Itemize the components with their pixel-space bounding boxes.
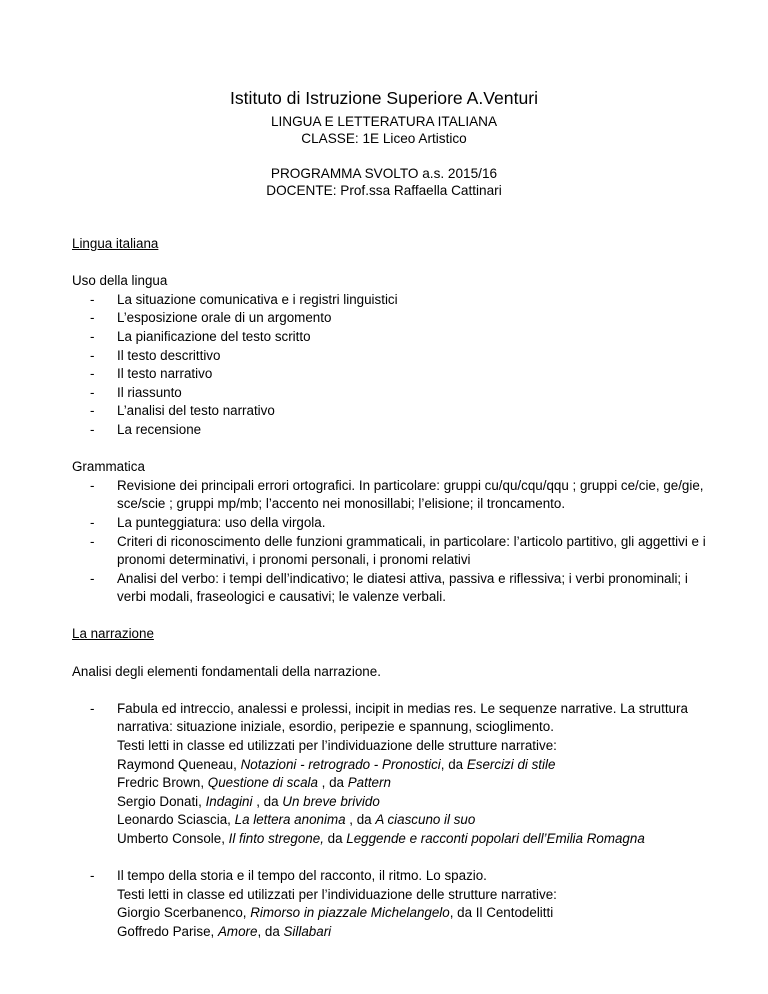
section-title-narrazione: La narrazione (72, 626, 154, 642)
work-entry: Sergio Donati, Indagini , da Un breve brivido (117, 793, 380, 809)
work-entry: Fredric Brown, Questione di scala , da Pattern (117, 775, 391, 791)
work-entry: Giorgio Scerbanenco, Rimorso in piazzale Michelangelo, da Il Centodelitti (117, 905, 554, 921)
document-body (72, 235, 712, 942)
programme-title: PROGRAMMA SVOLTO a.s. 2015/16 (270, 166, 498, 181)
list-item: - La punteggiatura: uso della virgola. (72, 514, 712, 533)
work-entry: Raymond Queneau, Notazioni - retrogrado - Pronostici, da Esercizi di stile (117, 756, 556, 772)
class-label: CLASSE: 1E Liceo Artistico (301, 131, 467, 146)
list-item: - Il testo descrittivo (72, 347, 712, 366)
block2-testi-label: Testi letti in classe ed utilizzati per l’individuazione delle strutture narrative: (117, 886, 557, 902)
work-entry: Umberto Console, Il finto stregone, da Leggende e racconti popolari dell’Emilia Romagna (117, 831, 645, 846)
list-item: - La pianificazione del testo scritto (72, 328, 712, 347)
block1-text: - Fabula ed intreccio, analessi e prolessi, incipit in medias res. Le sequenze narrative. La struttura narrativa: situazione iniziale, esordio, peripezie e spannung, scioglimento. (117, 700, 688, 735)
list-item (72, 700, 712, 849)
list-item (72, 867, 712, 941)
grammatica-list (72, 477, 712, 607)
block2-text: - Il tempo della storia e il tempo del racconto, il ritmo. Lo spazio. (117, 868, 487, 884)
list-item: - L’esposizione orale di un argomento (72, 309, 712, 328)
list-item: - Criteri di riconoscimento delle funzioni grammaticali, in particolare: l’articolo partitivo, gli aggettivi e i pronomi determinativi, i pronomi personali, i pronomi relativi (72, 533, 712, 570)
list-item: - Revisione dei principali errori ortografici. In particolare: gruppi cu/qu/cqu/qqu ; gruppi ce/cie, ge/gie, sce/scie ; gruppi mp/mb; l’accento nei monosillabi; l’elisione; il troncamento. (72, 477, 712, 514)
subsection-title-grammatica: Grammatica (72, 459, 145, 475)
document-header (0, 87, 768, 199)
section-title-lingua: Lingua italiana (72, 236, 159, 251)
teacher-label: DOCENTE: Prof.ssa Raffaella Cattinari (266, 183, 502, 198)
subject-title: LINGUA E LETTERATURA ITALIANA (270, 114, 498, 129)
uso-list (72, 291, 712, 440)
list-item: - Analisi del verbo: i tempi dell’indicativo; le diatesi attiva, passiva e riflessiva; i verbi pronominali; i verbi modali, fraseologici e causativi; le valenze verbali. (72, 570, 712, 607)
list-item: - La situazione comunicativa e i registri linguistici (72, 291, 712, 310)
narrazione-list (72, 700, 712, 942)
list-spacer (72, 849, 712, 868)
narrazione-intro: Analisi degli elementi fondamentali della narrazione. (72, 663, 381, 679)
list-item: - L’analisi del testo narrativo (72, 402, 712, 421)
school-name: Istituto di Istruzione Superiore A.Venturi (229, 88, 539, 108)
work-entry: Leonardo Sciascia, La lettera anonima , da A ciascuno il suo (117, 812, 476, 828)
list-item: - La recensione (72, 421, 712, 440)
subsection-title-uso: Uso della lingua (72, 273, 168, 289)
work-entry: Goffredo Parise, Amore, da Sillabari (117, 923, 332, 939)
list-item: - Il riassunto (72, 384, 712, 403)
block1-testi-label: Testi letti in classe ed utilizzati per l’individuazione delle strutture narrative: (117, 738, 557, 754)
list-item: - Il testo narrativo (72, 365, 712, 384)
